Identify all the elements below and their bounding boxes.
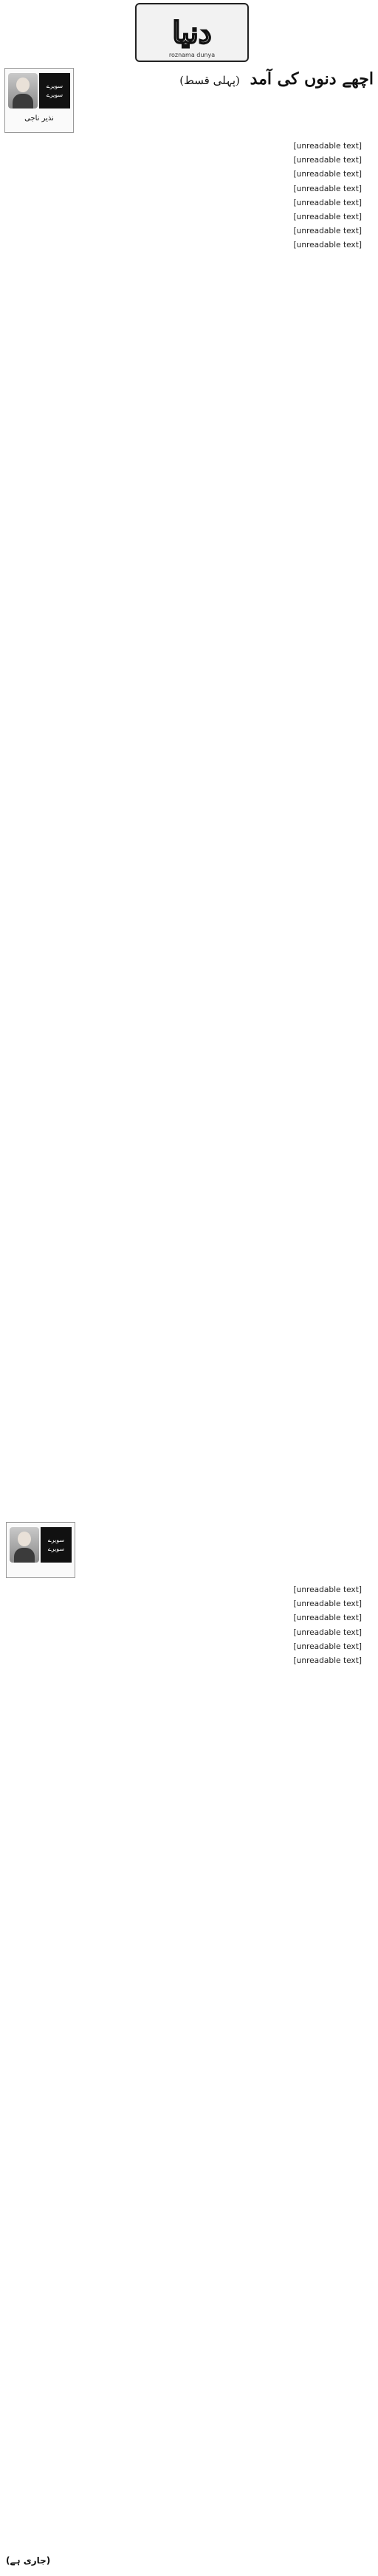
- column-header: [4, 68, 374, 134]
- article-body-top: [6, 140, 372, 1513]
- column-title-badge: سویرے سویرے: [39, 73, 70, 109]
- continued-marker: (جاری ہے): [6, 2555, 51, 2566]
- article-paragraph: [unreadable text]: [293, 156, 362, 165]
- masthead: [133, 3, 251, 62]
- article-paragraph: [unreadable text]: [293, 1656, 362, 1666]
- installment-label: (پہلی قسط): [179, 74, 240, 87]
- article-paragraph: [unreadable text]: [293, 1642, 362, 1651]
- article-paragraph: [unreadable text]: [293, 170, 362, 179]
- author-name: نذیر ناجی: [24, 114, 54, 123]
- newspaper-logo: [135, 3, 249, 62]
- headline-text: اچھے دنوں کی آمد: [250, 69, 374, 89]
- article-paragraph: [unreadable text]: [293, 1599, 362, 1609]
- logo-text: دنیا: [172, 15, 212, 50]
- column-title-badge: سویرے سویرے: [41, 1527, 72, 1563]
- article-paragraph: [unreadable text]: [293, 1614, 362, 1623]
- article-paragraph: [unreadable text]: [293, 198, 362, 207]
- logo-subtitle: roznama dunya: [168, 52, 216, 58]
- mid-author-badge: [6, 1522, 75, 1578]
- article-paragraph: [unreadable text]: [293, 1585, 362, 1594]
- article-paragraph: [unreadable text]: [293, 227, 362, 236]
- article-paragraph: [unreadable text]: [293, 241, 362, 250]
- article-paragraph: [unreadable text]: [293, 1628, 362, 1637]
- article-paragraph: [unreadable text]: [293, 213, 362, 222]
- article-body-bottom: [6, 1584, 372, 2544]
- author-photo: [10, 1527, 39, 1563]
- column-headline: [86, 69, 374, 89]
- author-photo: [8, 73, 38, 109]
- article-paragraph: [unreadable text]: [293, 142, 362, 151]
- article-paragraph: [unreadable text]: [293, 184, 362, 193]
- author-block: [4, 68, 74, 133]
